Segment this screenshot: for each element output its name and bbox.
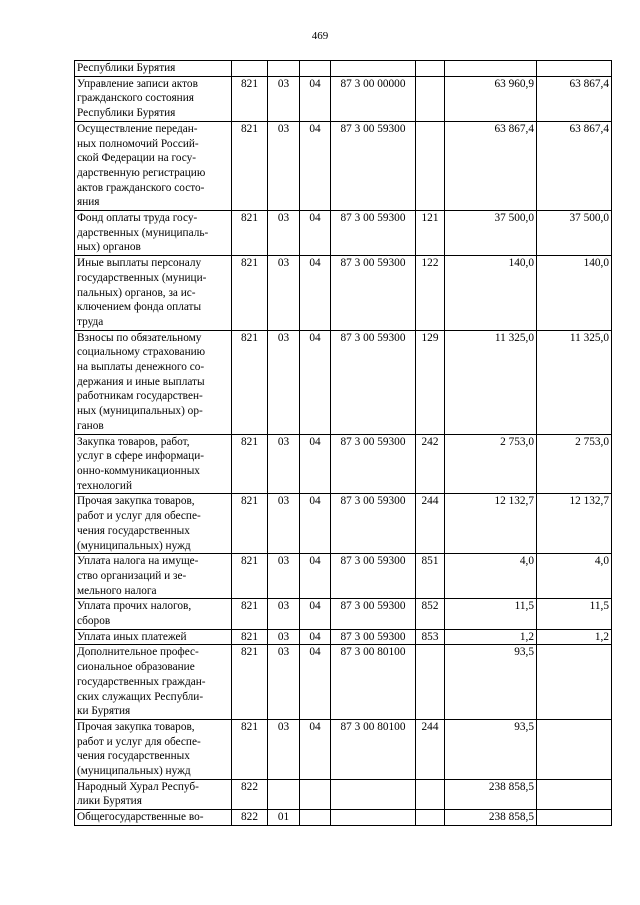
section-code: 03 (268, 256, 300, 331)
amount-first: 238 858,5 (445, 779, 537, 809)
grbs-code: 821 (232, 719, 268, 779)
section-code: 03 (268, 121, 300, 210)
table-row (75, 256, 612, 331)
target-article-code: 87 3 00 59300 (331, 121, 416, 210)
grbs-code: 821 (232, 434, 268, 494)
item-name: Прочая закупка товаров, работ и услуг для обеспе- чения государственных (муниципальных) нужд (75, 494, 232, 554)
amount-first: 93,5 (445, 645, 537, 720)
item-name: Взносы по обязательному социальному страхованию на выплаты денежного со- держания и иные выплаты работникам государствен- ных (муниципальных) ор- ганов (75, 330, 232, 434)
expense-type-code (416, 779, 445, 809)
section-code: 03 (268, 554, 300, 599)
amount-second (537, 61, 612, 77)
item-name: Уплата иных платежей (75, 629, 232, 645)
section-code: 03 (268, 719, 300, 779)
table-row (75, 554, 612, 599)
expense-type-code: 851 (416, 554, 445, 599)
subsection-code: 04 (300, 121, 331, 210)
expense-type-code: 121 (416, 211, 445, 256)
expense-type-code (416, 76, 445, 121)
section-code: 03 (268, 330, 300, 434)
expense-type-code: 122 (416, 256, 445, 331)
subsection-code: 04 (300, 629, 331, 645)
subsection-code: 04 (300, 256, 331, 331)
item-name: Управление записи актов гражданского состояния Республики Бурятия (75, 76, 232, 121)
section-code: 03 (268, 599, 300, 629)
grbs-code: 821 (232, 599, 268, 629)
amount-first: 11 325,0 (445, 330, 537, 434)
subsection-code: 04 (300, 599, 331, 629)
section-code: 03 (268, 211, 300, 256)
item-name: Народный Хурал Респуб- лики Бурятия (75, 779, 232, 809)
item-name: Уплата налога на имуще- ство организаций и зе- мельного налога (75, 554, 232, 599)
subsection-code (300, 779, 331, 809)
expense-type-code: 129 (416, 330, 445, 434)
amount-first: 1,2 (445, 629, 537, 645)
target-article-code (331, 810, 416, 826)
table-row (75, 76, 612, 121)
section-code (268, 779, 300, 809)
target-article-code: 87 3 00 59300 (331, 256, 416, 331)
amount-second: 37 500,0 (537, 211, 612, 256)
amount-first: 63 960,9 (445, 76, 537, 121)
subsection-code: 04 (300, 211, 331, 256)
item-name: Уплата прочих налогов, сборов (75, 599, 232, 629)
table-row (75, 211, 612, 256)
expense-type-code: 242 (416, 434, 445, 494)
table-row (75, 779, 612, 809)
section-code: 01 (268, 810, 300, 826)
amount-first: 238 858,5 (445, 810, 537, 826)
expense-type-code (416, 810, 445, 826)
table-row (75, 121, 612, 210)
subsection-code: 04 (300, 645, 331, 720)
amount-second: 2 753,0 (537, 434, 612, 494)
expense-type-code (416, 645, 445, 720)
expense-type-code: 244 (416, 494, 445, 554)
grbs-code: 821 (232, 494, 268, 554)
table-row (75, 61, 612, 77)
grbs-code: 821 (232, 121, 268, 210)
table-row (75, 330, 612, 434)
subsection-code: 04 (300, 494, 331, 554)
subsection-code: 04 (300, 554, 331, 599)
amount-second: 11,5 (537, 599, 612, 629)
amount-second: 11 325,0 (537, 330, 612, 434)
section-code: 03 (268, 494, 300, 554)
grbs-code: 821 (232, 554, 268, 599)
amount-first: 37 500,0 (445, 211, 537, 256)
grbs-code: 822 (232, 810, 268, 826)
target-article-code: 87 3 00 59300 (331, 211, 416, 256)
subsection-code: 04 (300, 719, 331, 779)
amount-second: 12 132,7 (537, 494, 612, 554)
amount-second: 63 867,4 (537, 121, 612, 210)
subsection-code: 04 (300, 434, 331, 494)
section-code: 03 (268, 434, 300, 494)
target-article-code: 87 3 00 59300 (331, 434, 416, 494)
section-code (268, 61, 300, 77)
expense-type-code: 244 (416, 719, 445, 779)
amount-first (445, 61, 537, 77)
expense-type-code (416, 121, 445, 210)
item-name: Иные выплаты персоналу государственных (муници- пальных) органов, за ис- ключением фонда оплаты труда (75, 256, 232, 331)
amount-first: 12 132,7 (445, 494, 537, 554)
table-row (75, 810, 612, 826)
grbs-code: 822 (232, 779, 268, 809)
grbs-code: 821 (232, 256, 268, 331)
grbs-code: 821 (232, 645, 268, 720)
budget-table (74, 60, 612, 826)
amount-first: 4,0 (445, 554, 537, 599)
subsection-code: 04 (300, 330, 331, 434)
amount-second: 4,0 (537, 554, 612, 599)
subsection-code (300, 810, 331, 826)
grbs-code (232, 61, 268, 77)
target-article-code (331, 779, 416, 809)
target-article-code: 87 3 00 59300 (331, 629, 416, 645)
section-code: 03 (268, 645, 300, 720)
table-row (75, 434, 612, 494)
page-number: 469 (311, 30, 329, 42)
amount-first: 93,5 (445, 719, 537, 779)
table-row (75, 719, 612, 779)
amount-second: 1,2 (537, 629, 612, 645)
subsection-code (300, 61, 331, 77)
target-article-code (331, 61, 416, 77)
section-code: 03 (268, 76, 300, 121)
target-article-code: 87 3 00 80100 (331, 719, 416, 779)
amount-second: 63 867,4 (537, 76, 612, 121)
item-name: Прочая закупка товаров, работ и услуг для обеспе- чения государственных (муниципальных) нужд (75, 719, 232, 779)
item-name: Общегосударственные во- (75, 810, 232, 826)
target-article-code: 87 3 00 59300 (331, 599, 416, 629)
table-row (75, 645, 612, 720)
item-name: Осуществление передан- ных полномочий Россий- ской Федерации на госу- дарственную регистрацию актов гражданского состо- яния (75, 121, 232, 210)
table-row (75, 494, 612, 554)
amount-second (537, 645, 612, 720)
item-name: Дополнительное профес- сиональное образование государственных граждан- ских служащих Республи- ки Бурятия (75, 645, 232, 720)
grbs-code: 821 (232, 629, 268, 645)
table-row (75, 629, 612, 645)
grbs-code: 821 (232, 330, 268, 434)
amount-first: 11,5 (445, 599, 537, 629)
item-name: Фонд оплаты труда госу- дарственных (муниципаль- ных) органов (75, 211, 232, 256)
amount-first: 2 753,0 (445, 434, 537, 494)
section-code: 03 (268, 629, 300, 645)
subsection-code: 04 (300, 76, 331, 121)
target-article-code: 87 3 00 80100 (331, 645, 416, 720)
expense-type-code (416, 61, 445, 77)
amount-second (537, 719, 612, 779)
amount-first: 63 867,4 (445, 121, 537, 210)
target-article-code: 87 3 00 59300 (331, 554, 416, 599)
target-article-code: 87 3 00 59300 (331, 330, 416, 434)
table-row (75, 599, 612, 629)
target-article-code: 87 3 00 59300 (331, 494, 416, 554)
expense-type-code: 852 (416, 599, 445, 629)
amount-second: 140,0 (537, 256, 612, 331)
amount-second (537, 810, 612, 826)
item-name: Республики Бурятия (75, 61, 232, 77)
grbs-code: 821 (232, 211, 268, 256)
target-article-code: 87 3 00 00000 (331, 76, 416, 121)
amount-first: 140,0 (445, 256, 537, 331)
expense-type-code: 853 (416, 629, 445, 645)
grbs-code: 821 (232, 76, 268, 121)
amount-second (537, 779, 612, 809)
item-name: Закупка товаров, работ, услуг в сфере информаци- онно-коммуникационных технологий (75, 434, 232, 494)
